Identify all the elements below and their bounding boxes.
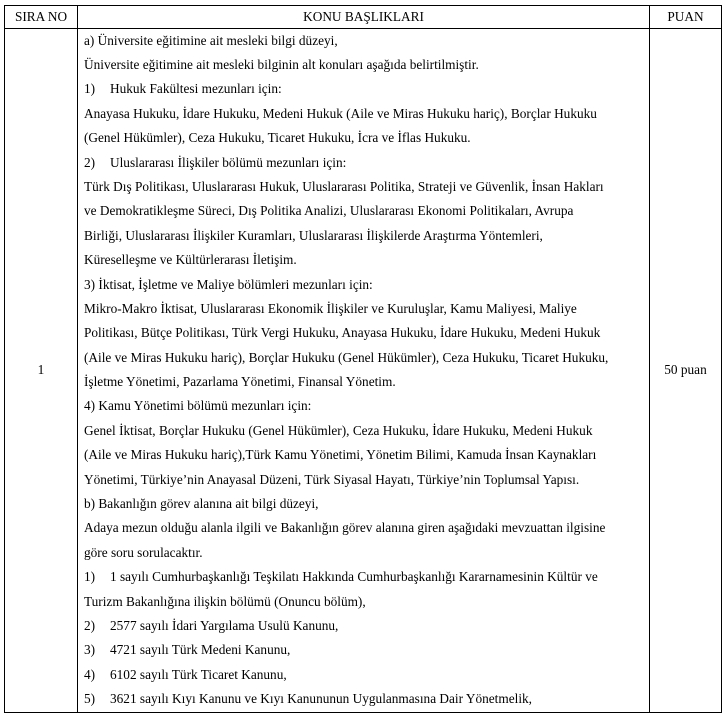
topic-line bbox=[84, 175, 645, 199]
row-points: 50 puan bbox=[650, 29, 722, 713]
topic-text: Politikası, Bütçe Politikası, Türk Vergi Hukuku, Anayasa Hukuku, İdare Hukuku, Medeni Hukuk bbox=[84, 325, 601, 341]
header-sira-no: SIRA NO bbox=[5, 6, 78, 29]
topic-text: Adaya mezun olduğu alanla ilgili ve Bakanlığın görev alanına giren aşağıdaki mevzuattan ilgisine bbox=[84, 520, 606, 536]
topic-line bbox=[84, 53, 645, 77]
topic-line bbox=[84, 31, 645, 53]
topic-text: ve Demokratikleşme Süreci, Dış Politika Analizi, Uluslararası Ekonomi Politikaları, Avrupa bbox=[84, 203, 574, 219]
topic-line bbox=[84, 199, 645, 223]
topic-line bbox=[84, 663, 645, 687]
list-number: 2) bbox=[84, 617, 96, 633]
topic-line bbox=[84, 273, 645, 297]
topic-line bbox=[84, 248, 645, 272]
topic-line bbox=[84, 687, 645, 711]
topic-text: 2577 sayılı İdari Yargılama Usulü Kanunu, bbox=[110, 617, 339, 633]
topic-line bbox=[84, 565, 645, 589]
list-number: 5) bbox=[84, 691, 96, 707]
topic-line bbox=[84, 346, 645, 370]
topic-line bbox=[84, 492, 645, 516]
topic-line bbox=[84, 614, 645, 638]
topic-text: Hukuk Fakültesi mezunları için: bbox=[110, 81, 282, 97]
topic-text: 4) Kamu Yönetimi bölümü mezunları için: bbox=[84, 398, 312, 414]
table-row bbox=[5, 29, 722, 713]
topic-text: İşletme Yönetimi, Pazarlama Yönetimi, Finansal Yönetim. bbox=[84, 374, 396, 390]
topic-text: Üniversite eğitimine ait mesleki bilginin alt konuları aşağıda belirtilmiştir. bbox=[84, 57, 479, 72]
topic-text: Küreselleşme ve Kültürlerarası İletişim. bbox=[84, 252, 297, 268]
topic-line bbox=[84, 77, 645, 101]
list-number: 3) bbox=[84, 642, 96, 658]
list-number: 1) bbox=[84, 569, 96, 585]
topic-text: a) Üniversite eğitimine ait mesleki bilgi düzeyi, bbox=[84, 33, 338, 48]
topic-line bbox=[84, 541, 645, 565]
topic-text: (Genel Hükümler), Ceza Hukuku, Ticaret Hukuku, İcra ve İflas Hukuku. bbox=[84, 130, 471, 146]
topic-line bbox=[84, 516, 645, 540]
topic-text: 4721 sayılı Türk Medeni Kanunu, bbox=[110, 642, 291, 658]
list-number: 2) bbox=[84, 154, 96, 170]
topic-text: (Aile ve Miras Hukuku hariç), Borçlar Hukuku (Genel Hükümler), Ceza Hukuku, Ticaret Hukuku, bbox=[84, 349, 609, 365]
topic-line bbox=[84, 224, 645, 248]
topic-line bbox=[84, 443, 645, 467]
topic-text: Uluslararası İlişkiler bölümü mezunları için: bbox=[110, 154, 347, 170]
topic-line bbox=[84, 126, 645, 150]
topic-text: 6102 sayılı Türk Ticaret Kanunu, bbox=[110, 666, 287, 682]
topic-text: göre soru sorulacaktır. bbox=[84, 544, 203, 560]
topic-text: Anayasa Hukuku, İdare Hukuku, Medeni Hukuk (Aile ve Miras Hukuku hariç), Borçlar Hukuku bbox=[84, 105, 597, 121]
topic-line bbox=[84, 590, 645, 614]
topic-text: 1 sayılı Cumhurbaşkanlığı Teşkilatı Hakkında Cumhurbaşkanlığı Kararnamesinin Kültür ve bbox=[110, 569, 598, 585]
topic-line bbox=[84, 297, 645, 321]
list-number: 1) bbox=[84, 81, 96, 97]
topic-line bbox=[84, 321, 645, 345]
topic-line bbox=[84, 638, 645, 662]
topic-text: Birliği, Uluslararası İlişkiler Kuramları, Uluslararası İlişkilerde Araştırma Yöntemleri, bbox=[84, 227, 543, 243]
table-header-row bbox=[5, 6, 722, 29]
topic-text: 3) İktisat, İşletme ve Maliye bölümleri mezunları için: bbox=[84, 276, 373, 292]
topic-line bbox=[84, 394, 645, 418]
topic-text: (Aile ve Miras Hukuku hariç),Türk Kamu Yönetimi, Yönetim Bilimi, Kamuda İnsan Kaynakları bbox=[84, 447, 597, 463]
topic-text: 3621 sayılı Kıyı Kanunu ve Kıyı Kanununun Uygulanmasına Dair Yönetmelik, bbox=[110, 691, 532, 707]
topic-text: b) Bakanlığın görev alanına ait bilgi düzeyi, bbox=[84, 496, 319, 512]
topic-line bbox=[84, 468, 645, 492]
topic-text: Yönetimi, Türkiye’nin Anayasal Düzeni, Türk Siyasal Hayatı, Türkiye’nin Toplumsal Yapısı. bbox=[84, 471, 580, 487]
topic-text: Türk Dış Politikası, Uluslararası Hukuk, Uluslararası Politika, Strateji ve Güvenlik, İnsan Hakları bbox=[84, 178, 604, 194]
topic-line bbox=[84, 370, 645, 394]
list-number: 4) bbox=[84, 666, 96, 682]
exam-topics-table bbox=[4, 5, 722, 713]
topic-text: Genel İktisat, Borçlar Hukuku (Genel Hükümler), Ceza Hukuku, İdare Hukuku, Medeni Hukuk bbox=[84, 422, 593, 438]
topic-line bbox=[84, 102, 645, 126]
topic-text: Mikro-Makro İktisat, Uluslararası Ekonomik İlişkiler ve Kuruluşlar, Kamu Maliyesi, Maliye bbox=[84, 300, 577, 316]
row-number: 1 bbox=[5, 29, 78, 713]
header-konu-basliklari: KONU BAŞLIKLARI bbox=[78, 6, 650, 29]
topic-text: Turizm Bakanlığına ilişkin bölümü (Onuncu bölüm), bbox=[84, 593, 366, 609]
header-puan: PUAN bbox=[650, 6, 722, 29]
topic-line bbox=[84, 151, 645, 175]
topics-cell bbox=[78, 29, 650, 713]
topic-line bbox=[84, 419, 645, 443]
